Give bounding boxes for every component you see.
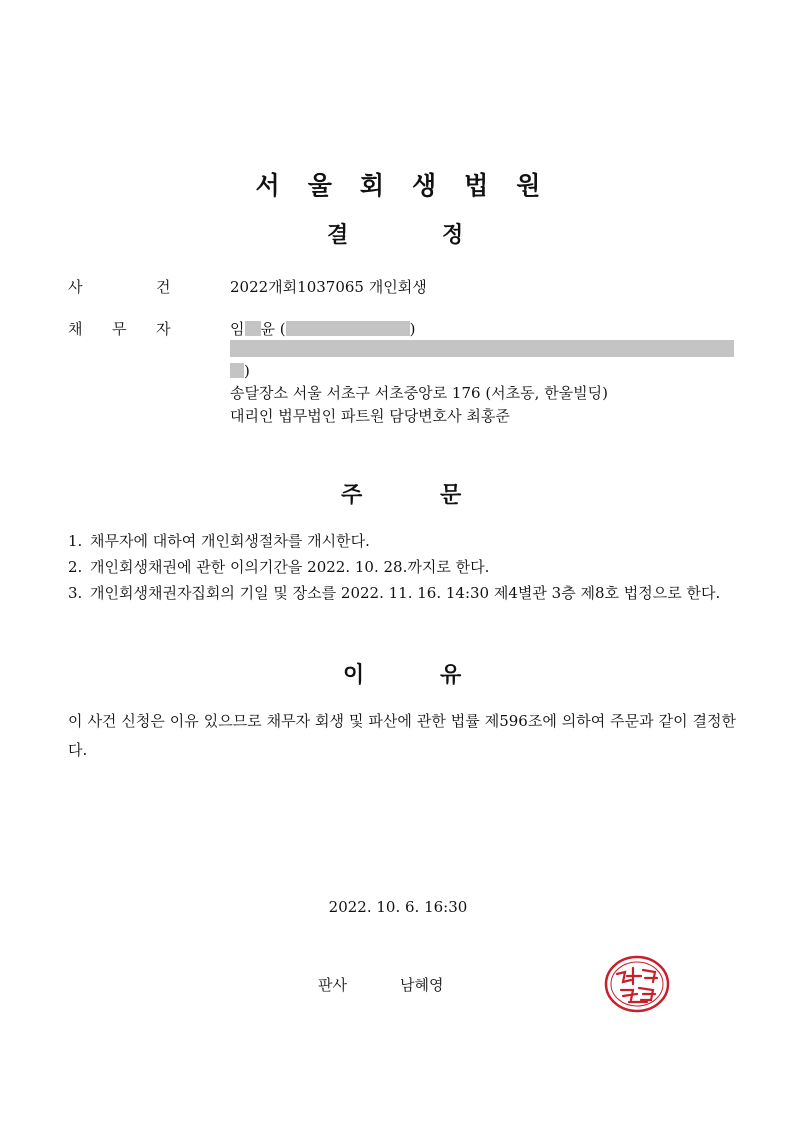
debtor-name-close: ) bbox=[409, 320, 416, 338]
reason-text: 이 사건 신청은 이유 있으므로 채무자 회생 및 파산에 관한 법률 제596조에 의하여 주문과 같이 결정한다. bbox=[68, 712, 736, 759]
debtor-name-line bbox=[230, 318, 415, 339]
order-item-text: 채무자에 대하여 개인회생절차를 개시한다. bbox=[90, 532, 370, 550]
judge-title: 판사 bbox=[318, 976, 347, 994]
redacted-address-tail bbox=[230, 363, 244, 378]
order-heading-left: 주 bbox=[341, 483, 363, 508]
redacted-id-block bbox=[286, 321, 410, 336]
case-label-char-1: 사 bbox=[68, 278, 83, 296]
document-type-right: 정 bbox=[442, 223, 464, 248]
reason-heading-left: 이 bbox=[343, 663, 365, 688]
debtor-address-end bbox=[230, 362, 250, 380]
order-item-text: 개인회생채권자집회의 기일 및 장소를 2022. 11. 16. 14:30 제4별관 3층 제8호 법정으로 한다. bbox=[90, 584, 721, 602]
order-item-number: 1. bbox=[68, 532, 83, 550]
order-item bbox=[68, 580, 736, 606]
court-title: 서울회생법원 bbox=[255, 171, 569, 200]
order-item-number: 3. bbox=[68, 584, 83, 602]
debtor-label-char-1: 채 bbox=[68, 320, 83, 338]
order-heading-right: 문 bbox=[440, 483, 462, 508]
order-item bbox=[68, 554, 736, 580]
order-item bbox=[68, 528, 736, 554]
debtor-name-last: 윤 ( bbox=[260, 320, 286, 338]
debtor-address-close: ) bbox=[244, 362, 250, 380]
judge-seal-stamp bbox=[603, 954, 671, 1014]
order-item-number: 2. bbox=[68, 558, 83, 576]
decision-date: 2022. 10. 6. 16:30 bbox=[328, 898, 468, 916]
debtor-name-first: 임 bbox=[230, 320, 245, 338]
document-type-left: 결 bbox=[327, 223, 349, 248]
service-address: 송달장소 서울 서초구 서초중앙로 176 (서초동, 한울빌딩) bbox=[230, 384, 609, 402]
order-list bbox=[68, 528, 736, 606]
debtor-label-char-3: 자 bbox=[156, 320, 171, 338]
case-number: 2022개회1037065 개인회생 bbox=[230, 278, 427, 296]
order-item-text: 개인회생채권에 관한 이의기간을 2022. 10. 28.까지로 한다. bbox=[90, 558, 490, 576]
debtor-label-char-2: 무 bbox=[112, 320, 127, 338]
redacted-address-block bbox=[230, 340, 734, 357]
redacted-name-block bbox=[245, 321, 261, 336]
debtor-agent: 대리인 법무법인 파트원 담당변호사 최홍준 bbox=[230, 407, 510, 425]
case-label-char-2: 건 bbox=[156, 278, 171, 296]
reason-heading-right: 유 bbox=[440, 663, 462, 688]
judge-name: 남혜영 bbox=[400, 976, 444, 994]
